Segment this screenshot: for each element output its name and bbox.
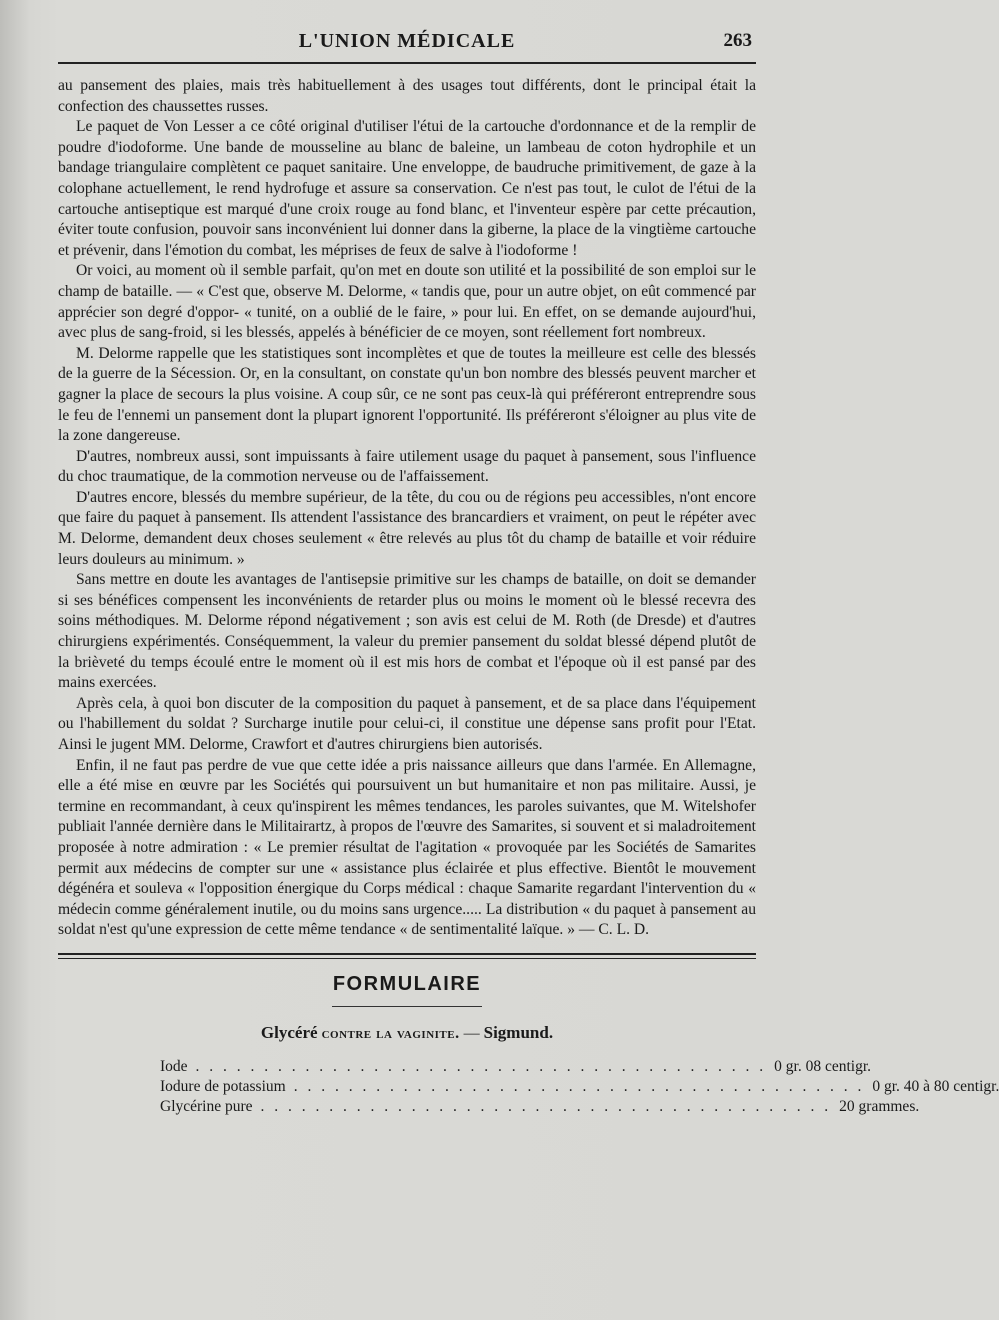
title-underline [332,1006,482,1007]
ingredient-name: Iodure de potassium [160,1077,286,1095]
section-divider [58,953,756,959]
leader-dots: . . . . . . . . . . . . . . . . . . . . . . . . . . . . . . . . . . . . . . . . . . [293,1077,865,1095]
section-title: FORMULAIRE [332,972,482,995]
recipe-subtitle: contre la vaginite. [321,1024,460,1042]
recipe-dash: — [459,1024,484,1042]
paragraph: D'autres, nombreux aussi, sont impuissants à faire utilement usage du paquet à pansement, sous l'influence du choc traumatique, de la commotion nerveuse ou de l'affaissement. [58,447,756,486]
paragraph: M. Delorme rappelle que les statistiques sont incomplètes et que de toutes la meilleure est celle des blessés de la guerre de la Sécession. Or, en la consultant, on constate qu'un bon nombre des blessés peuvent marcher et gagner la place de secours la plus voisine. A coup sûr, ce ne sont pas ceux-là qui préféreront entreprendre sous le feu de l'ennemi un pansement dont la plupart ignorent l'opportunité. Ils préféreront s'éloigner au plus vite de la zone dangereuse. [58,344,756,445]
page-number: 263 [723,30,752,51]
paragraph: Le paquet de Von Lesser a ce côté original d'utiliser l'étui de la cartouche d'ordonnance et de la remplir de poudre d'iodoforme. Une bande de mousseline au blanc de baleine, un lambeau de coton hydrophile et un bandage triangulaire complètent ce paquet sanitaire. Une enveloppe, de baudruche primitivement, de gaze à la colophane actuellement, le rend hydrofuge et assure sa conservation. Ce n'est pas tout, le culot de l'étui de la cartouche antiseptique est marqué d'une croix rouge au fond blanc, et l'inventeur espère par cette précaution, éviter toute confusion, pouvoir sans inconvénient lui donner dans la giberne, la place de la vingtième cartouche et prévenir, dans l'émotion du combat, les méprises de feux de salve à l'iodoforme ! [58,118,756,259]
ingredient-quantity: 0 gr. 40 à 80 centigr. [872,1077,999,1095]
ingredient-row [160,1057,872,1077]
paragraph: au pansement des plaies, mais très habituellement à des usages tout différents, dont le principal était la confection des chaussettes russes. [58,77,756,115]
recipe-heading [58,1023,756,1043]
leader-dots: . . . . . . . . . . . . . . . . . . . . . . . . . . . . . . . . . . . . . . . . . . [195,1057,767,1075]
paragraph: Après cela, à quoi bon discuter de la composition du paquet à pansement, et de sa place dans l'équipement ou l'habillement du soldat ? Surcharge inutile pour celui-ci, il constitue une dépense sans profit pour l'Etat. Ainsi le jugent MM. Delorme, Crawfort et d'autres chirurgiens bien autorisés. [58,694,756,753]
recipe-author: Sigmund. [483,1022,554,1042]
paragraph: Enfin, il ne faut pas perdre de vue que cette idée a pris naissance ailleurs que dans l'armée. En Allemagne, elle a été mise en œuvre par les Sociétés qui poursuivent un but humanitaire et non pas militaire. Aussi, je termine en recommandant, à ceux qu'inspirent les mêmes tendances, les paroles suivantes, que M. Witelshofer publiait l'année dernière dans le Militairartz, à propos de l'œuvre des Samarites, si souvent et si maladroitement proposée à notre admiration : « Le premier résultat de l'agitation « provoquée par les Sociétés de Samarites permit aux médecins de compter sur une « assistance plus éclairée et plus effective. Bientôt le mouvement dégénéra et souleva « l'opposition énergique du Corps médical : chaque Samarite regardant l'intervention du « médecin comme généralement inutile, ou du moins sans urgence..... La distribution « du paquet à pansement au soldat n'est qu'une expression de cette même tendance « de sentimentalité laïque. » — C. L. D. [58,756,756,939]
ingredient-name: Glycérine pure [160,1097,253,1115]
recipe-name: Glycéré [260,1022,318,1042]
paragraph: Or voici, au moment où il semble parfait, qu'on met en doute son utilité et la possibilité de son emploi sur le champ de bataille. — « C'est que, observe M. Delorme, « tandis que, pour un autre objet, on eût commencé par apprécier son degré d'oppor- « tunité, on a oublié de le faire, » pour lui. En effet, on se demande aujourd'hui, avec plus de sang-froid, si les blessés, appelés à bénéficier de ce moyen, sont réellement fort nombreux. [58,262,756,342]
journal-title: L'UNION MÉDICALE [298,30,516,52]
page-header [58,22,756,64]
ingredient-quantity: 0 gr. 08 centigr. [774,1057,872,1075]
leader-dots: . . . . . . . . . . . . . . . . . . . . . . . . . . . . . . . . . . . . . . . . . . [260,1097,832,1115]
ingredient-row [160,1097,920,1117]
article-body [58,76,756,941]
ingredient-list [160,1057,999,1117]
ingredient-quantity: 20 grammes. [839,1097,920,1115]
ingredient-row [160,1077,999,1097]
paragraph: D'autres encore, blessés du membre supérieur, de la tête, du cou ou de régions peu accessibles, n'ont encore que faire du paquet à pansement. Ils attendent l'assistance des brancardiers et vraiment, on peut le répéter avec M. Delorme, demandent deux choses seulement « être relevés au plus tôt du champ de bataille et voir réduire leurs douleurs au minimum. » [58,488,756,568]
paragraph: Sans mettre en doute les avantages de l'antisepsie primitive sur les champs de bataille, on doit se demander si ses bénéfices compensent les inconvénients de retarder plus ou moins le moment où le blessé recevra des soins méthodiques. M. Delorme répond négativement ; son avis est celui de M. Roth (de Dresde) et d'autres chirurgiens expérimentés. Conséquemment, la valeur du premier pansement du soldat blessé dépend plutôt de la brièveté du temps écoulé entre le moment où il est mis hors de combat et l'époque où il est pansé par des mains exercées. [58,571,756,692]
ingredient-name: Iode [160,1057,188,1075]
